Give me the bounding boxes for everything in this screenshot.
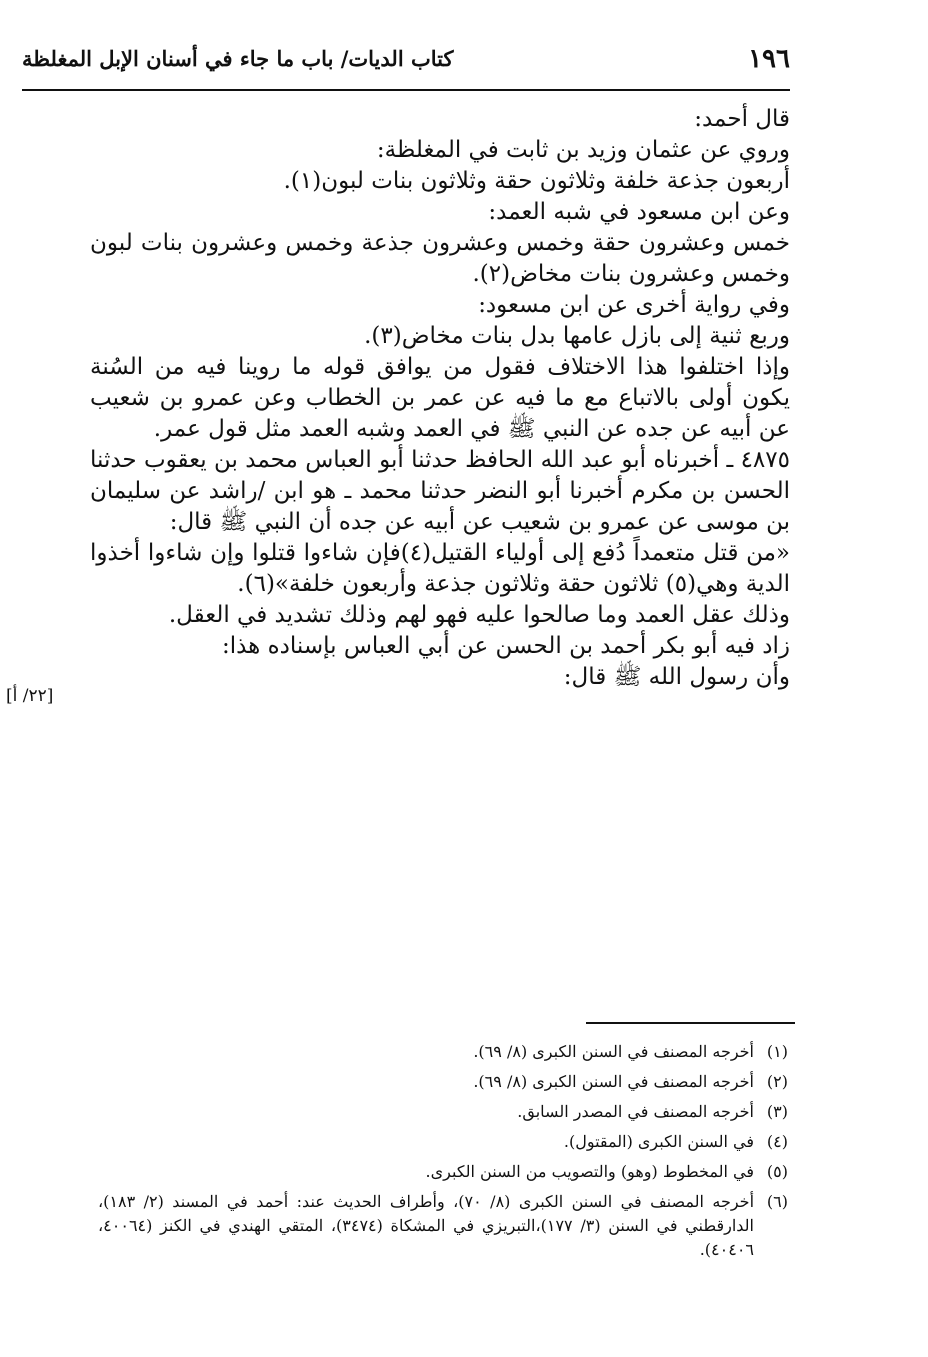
page-header	[22, 44, 790, 78]
header-rule	[22, 89, 790, 91]
footnote-text: في السنن الكبرى (المقتول).	[563, 1132, 754, 1151]
running-title: كتاب الديات/ باب ما جاء في أسنان الإبل المغلظة	[22, 46, 454, 71]
paragraph: زاد فيه أبو بكر أحمد بن الحسن عن أبي العباس بإسناده هذا:	[221, 633, 790, 659]
footnote	[98, 1160, 788, 1184]
footnote-text: في المخطوط (وهو) والتصويب من السنن الكبرى.	[425, 1162, 754, 1181]
main-text	[90, 104, 790, 693]
paragraph: وروي عن عثمان وزيد بن ثابت في المغلظة:	[376, 137, 790, 163]
footnote-number: (٢)	[766, 1072, 788, 1091]
footnote-number: (٤)	[766, 1132, 788, 1151]
footnote	[98, 1130, 788, 1154]
footnote	[98, 1070, 788, 1094]
footnote-text: أخرجه المصنف في السنن الكبرى (٨/ ٦٩).	[473, 1072, 754, 1091]
hadith-isnad: ٤٨٧٥ ـ أخبرناه أبو عبد الله الحافظ حدثنا أبو العباس محمد بن يعقوب حدثنا الحسن بن مكرم أخبرنا أبو النضر حدثنا محمد ـ هو ابن /راشد عن سليمان بن موسى عن عمرو بن شعيب عن أبيه عن جده أن النبي ﷺ قال:	[90, 447, 790, 535]
footnote-number: (٦)	[766, 1192, 788, 1211]
footnote	[98, 1040, 788, 1064]
paragraph: وذلك عقل العمد وما صالحوا عليه فهو لهم وذلك تشديد في العقل.	[168, 602, 790, 628]
paragraph: وإذا اختلفوا هذا الاختلاف فقول من يوافق قوله ما روينا فيه من السُنة يكون أولى بالاتباع مع ما فيه عن عمر بن الخطاب وعن عمرو بن شعيب عن أبيه عن جده عن النبي ﷺ في العمد وشبه العمد مثل قول عمر.	[90, 354, 790, 442]
footnote-text: أخرجه المصنف في المصدر السابق.	[517, 1102, 754, 1121]
footnotes	[98, 1040, 788, 1268]
page-number: ١٩٦	[748, 44, 790, 74]
paragraph: قال أحمد:	[694, 106, 790, 132]
footnote-number: (٥)	[766, 1162, 788, 1181]
footnote-number: (٣)	[766, 1102, 788, 1121]
paragraph: وربع ثنية إلى بازل عامها بدل بنات مخاض(٣).	[364, 323, 790, 349]
footnote	[98, 1190, 788, 1262]
paragraph: وفي رواية أخرى عن ابن مسعود:	[478, 292, 790, 318]
footnote-number: (١)	[766, 1042, 788, 1061]
hadith-quote: «من قتل متعمداً دُفع إلى أولياء القتيل(٤)فإن شاءوا قتلوا وإن شاءوا أخذوا الدية وهي(٥) ثلاثون حقة وثلاثون جذعة وأربعون خلفة»(٦).	[90, 540, 790, 597]
paragraph: وعن ابن مسعود في شبه العمد:	[488, 199, 790, 225]
footnote-separator	[586, 1022, 795, 1024]
paragraph: خمس وعشرون حقة وخمس وعشرون جذعة وخمس وعشرون بنات لبون وخمس وعشرون بنات مخاض(٢).	[90, 230, 790, 287]
footnote-text: أخرجه المصنف في السنن الكبرى (٨/ ٧٠)، وأطراف الحديث عند: أحمد في المسند (٢/ ١٨٣)، الدارقطني في السنن (٣/ ١٧٧)،التبريزي في المشكاة (٣٤٧٤)، المتقي الهندي في الكنز (٤٠٠٦٤، ٤٠٤٠٦).	[98, 1192, 755, 1259]
footnote	[98, 1100, 788, 1124]
manuscript-folio-marker: [٢٢/ أ]	[6, 686, 54, 706]
paragraph: وأن رسول الله ﷺ قال:	[563, 664, 790, 690]
footnote-text: أخرجه المصنف في السنن الكبرى (٨/ ٦٩).	[473, 1042, 754, 1061]
paragraph: أربعون جذعة خلفة وثلاثون حقة وثلاثون بنات لبون(١).	[283, 168, 790, 194]
